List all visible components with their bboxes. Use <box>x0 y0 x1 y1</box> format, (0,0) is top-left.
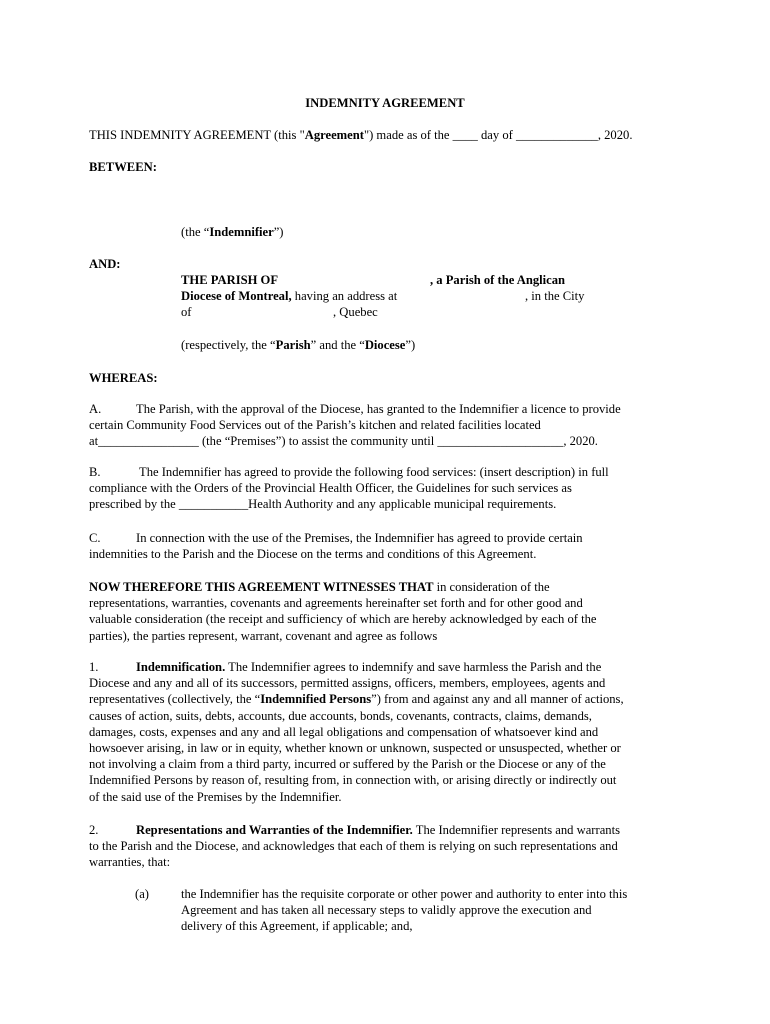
now-therefore-paragraph <box>89 579 689 644</box>
section-1-line4: causes of action, suits, debts, accounts, due accounts, bonds, covenants, contracts, claims, demands, <box>89 708 592 723</box>
parish-defined-term: Parish <box>275 338 311 352</box>
subsection-a-line2: Agreement and has taken all necessary steps to validly approve the execution and <box>181 903 592 918</box>
agreement-defined-term: Agreement <box>304 128 364 142</box>
now-therefore-line4: parties), the parties represent, warrant, covenant and agree as follows <box>89 628 438 643</box>
recital-c-line1: In connection with the use of the Premises, the Indemnifier has agreed to provide certain <box>136 531 583 545</box>
recital-a-line3: at________________ (the “Premises”) to assist the community until ____________________, 2020. <box>89 434 598 449</box>
now-therefore-line2: representations, warranties, covenants and agreements hereinafter set forth and for other good and <box>89 596 583 611</box>
section-2 <box>89 822 689 871</box>
section-2-heading: Representations and Warranties of the Indemnifier. <box>136 823 413 837</box>
section-1-line2: Diocese and any and all of its successors, permitted assigns, officers, members, employees, agents and <box>89 676 606 691</box>
section-1-line1: The Indemnifier agrees to indemnify and save harmless the Parish and the <box>225 660 602 674</box>
recital-a-line1: The Parish, with the approval of the Diocese, has granted to the Indemnifier a licence to provide <box>136 402 621 416</box>
respectively-pre: (respectively, the “ <box>181 338 276 352</box>
section-1-line6: howsoever arising, in law or in equity, whether known or unknown, suspected or unsuspected, whether or <box>89 741 621 756</box>
indemnified-persons-term: Indemnified Persons <box>260 692 372 707</box>
recital-a <box>89 401 689 450</box>
section-1-line5: damages, costs, expenses and any and all legal obligations and compensation of whatsoever kind and <box>89 724 599 739</box>
diocese-of-montreal: Diocese of Montreal, <box>181 289 292 303</box>
subsection-a-line1: the Indemnifier has the requisite corporate or other power and authority to enter into this <box>181 887 628 901</box>
intro-text-pre: THIS INDEMNITY AGREEMENT (this " <box>89 128 305 142</box>
section-1-line8: Indemnified Persons by reason of, resulting from, in connection with, or arising directly or indirectly out <box>89 773 617 788</box>
section-1-heading: Indemnification. <box>136 660 226 674</box>
subsection-a-line3: delivery of this Agreement, if applicable; and, <box>181 919 413 934</box>
intro-text-post: ") made as of the ____ day of _____________, 2020. <box>363 128 633 142</box>
now-therefore-line1: in consideration of the <box>433 580 550 594</box>
section-2-line1: The Indemnifier represents and warrants <box>412 823 620 837</box>
subsection-a <box>181 886 627 935</box>
recital-b <box>89 464 689 513</box>
parish-name-line1: THE PARISH OF <box>181 273 279 287</box>
recital-a-line2: certain Community Food Services out of the Parish’s kitchen and related facilities located <box>89 418 541 433</box>
respectively-mid: ” and the “ <box>310 338 365 352</box>
respectively-line <box>181 337 415 353</box>
intro-paragraph <box>89 127 689 143</box>
indemnifier-pre: (the “ <box>181 225 210 239</box>
section-2-line2: to the Parish and the Diocese, and acknowledges that each of them is relying on such representations and <box>89 839 618 854</box>
recital-c-marker: C. <box>89 531 101 545</box>
recital-b-line3: prescribed by the ___________Health Authority and any applicable municipal requirements. <box>89 497 557 512</box>
section-2-marker: 2. <box>89 823 99 837</box>
of-text: of <box>181 305 192 319</box>
address-text: having an address at <box>291 289 398 303</box>
section-1-line9: of the said use of the Premises by the Indemnifier. <box>89 789 342 804</box>
parish-anglican-text: , a Parish of the Anglican <box>430 273 566 287</box>
indemnifier-post: ”) <box>273 225 284 239</box>
now-therefore-heading: NOW THEREFORE THIS AGREEMENT WITNESSES THAT <box>89 580 434 594</box>
recital-b-line2: compliance with the Orders of the Provincial Health Officer, the Guidelines for such services as <box>89 481 572 496</box>
section-1-line3-post: ”) from and against any and all manner of actions, <box>371 692 624 707</box>
section-1 <box>89 659 689 805</box>
section-1-marker: 1. <box>89 660 99 674</box>
recital-b-line1: The Indemnifier has agreed to provide the following food services: (insert description) in full <box>139 465 609 479</box>
section-1-line3-pre: representatives (collectively, the “ <box>89 692 261 707</box>
parish-line2 <box>181 288 397 304</box>
indemnifier-line <box>181 224 284 240</box>
section-1-line7: not involving a claim from a third party, incurred or suffered by the Parish or the Diocese or any of the <box>89 757 606 772</box>
whereas-label: WHEREAS: <box>89 371 158 385</box>
now-therefore-line3: valuable consideration (the receipt and sufficiency of which are hereby acknowledged by each of the <box>89 612 597 627</box>
between-label: BETWEEN: <box>89 160 157 174</box>
and-label: AND: <box>89 257 121 271</box>
recital-a-marker: A. <box>89 402 102 416</box>
recital-c-line2: indemnities to the Parish and the Diocese on the terms and conditions of this Agreement. <box>89 547 537 562</box>
recital-c <box>89 530 689 562</box>
respectively-post: ”) <box>405 338 416 352</box>
city-text: , in the City <box>525 289 585 303</box>
subsection-a-marker: (a) <box>135 887 149 901</box>
diocese-defined-term: Diocese <box>364 338 406 352</box>
document-title: INDEMNITY AGREEMENT <box>305 96 465 110</box>
section-2-line3: warranties, that: <box>89 855 171 870</box>
recital-b-marker: B. <box>89 465 101 479</box>
indemnifier-defined-term: Indemnifier <box>209 225 274 239</box>
quebec-text: , Quebec <box>333 305 378 319</box>
